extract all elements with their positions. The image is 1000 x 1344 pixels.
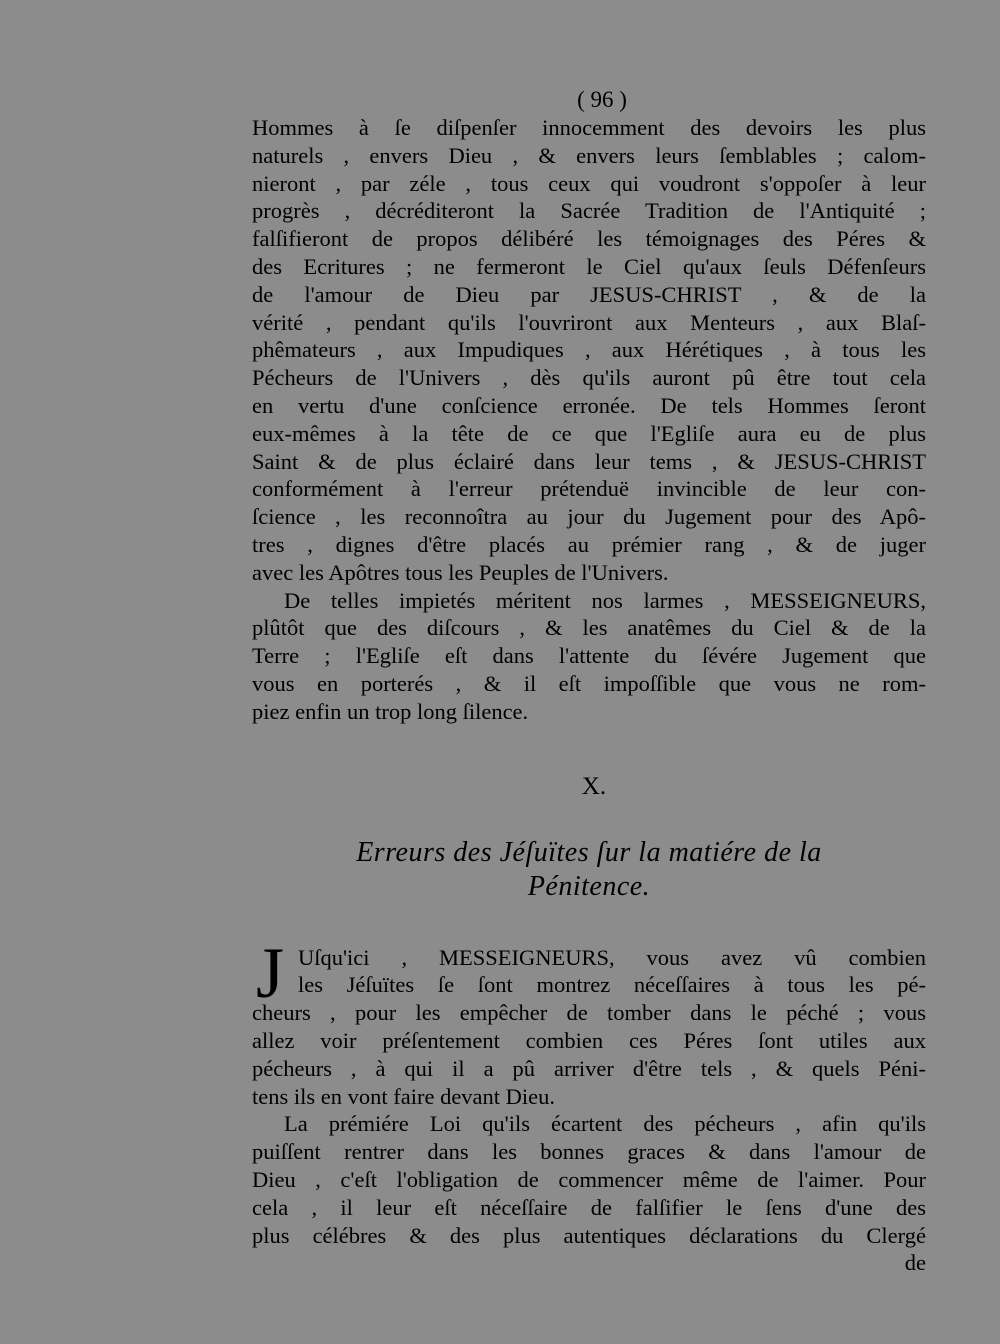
text-line: tres , dignes d'être placés au prémier rang , & de juger [252,531,926,557]
text-line: les Jéſuïtes ſe ſont montrez néceſſaires à tous les pé- [298,972,926,998]
text-line: Dieu , c'eſt l'obligation de commencer même de l'aimer. Pour [252,1166,926,1192]
text-line: tens ils en vont faire devant Dieu. [252,1083,556,1109]
drop-cap: J [256,932,285,1013]
text-line: puiſſent rentrer dans les bonnes graces & dans l'amour de [252,1139,926,1165]
page-number: ( 96 ) [577,87,627,112]
text-line: La prémiére Loi qu'ils écartent des pécheurs , afin qu'ils [284,1111,926,1137]
text-line: nieront , par zéle , tous ceux qui voudront s'oppoſer à leur [252,170,926,196]
text-line: Saint & de plus éclairé dans leur tems , & JESUS-CHRIST [252,448,926,474]
text-line: progrès , décréditeront la Sacrée Tradition de l'Antiquité ; [252,198,926,224]
paragraph-1 [252,114,926,587]
text-line: de l'amour de Dieu par JESUS-CHRIST , & de la [252,281,926,307]
section-title-line: Pénitence. [527,870,651,902]
text-line: en vertu d'une conſcience erronée. De tels Hommes ſeront [252,392,926,418]
section-number: X. [581,772,607,800]
text-line: De telles impietés méritent nos larmes , MESSEIGNEURS, [284,587,926,613]
text-line: plus célébres & des plus autentiques déclarations du Clergé [252,1222,926,1248]
text-line: Terre ; l'Egliſe eſt dans l'attente du ſévére Jugement que [252,643,926,669]
section-title-line: Erreurs des Jéſuïtes ſur la matiére de la [356,836,822,868]
section-title [252,836,926,904]
text-line: allez voir préſentement combien ces Péres ſont utiles aux [252,1027,926,1053]
paragraph-4 [252,1110,926,1277]
text-line: vérité , pendant qu'ils l'ouvriront aux Menteurs , aux Blaſ- [252,309,926,335]
text-line: naturels , envers Dieu , & envers leurs ſemblables ; calom- [252,142,926,168]
text-line: plûtôt que des diſcours , & les anatêmes du Ciel & de la [252,615,926,641]
text-line: des Ecritures ; ne fermeront le Ciel qu'aux ſeuls Défenſeurs [252,253,926,279]
book-page [252,86,926,1277]
text-line: Hommes à ſe diſpenſer innocemment des devoirs les plus [252,115,926,140]
text-line: cheurs , pour les empêcher de tomber dans le péché ; vous [252,1000,926,1026]
text-line: avec les Apôtres tous les Peuples de l'Univers. [252,559,669,585]
text-line: pécheurs , à qui il a pû arriver d'être tels , & quels Péni- [252,1055,926,1081]
text-line: eux-mêmes à la tête de ce que l'Egliſe aura eu de plus [252,420,926,446]
catchword: de [904,1250,926,1276]
text-line: cela , il leur eſt néceſſaire de falſifier le ſens d'une des [252,1194,926,1220]
text-line: Uſqu'ici , MESSEIGNEURS, vous avez vû combien [298,944,926,970]
paragraph-3 [252,932,926,1111]
text-line: piez enfin un trop long ſilence. [252,698,529,724]
text-line: conformément à l'erreur prétenduë invincible de leur con- [252,476,926,502]
text-line: falſifieront de propos délibéré les témoignages des Péres & [252,226,926,252]
text-line: Pécheurs de l'Univers , dès qu'ils auront pû être tout cela [252,365,926,391]
text-line: vous en porterés , & il eſt impoſſible que vous ne rom- [252,670,926,696]
text-line: ſcience , les reconnoîtra au jour du Jugement pour des Apô- [252,504,926,530]
paragraph-2 [252,587,926,726]
text-line: phêmateurs , aux Impudiques , aux Hérétiques , à tous les [252,337,926,363]
